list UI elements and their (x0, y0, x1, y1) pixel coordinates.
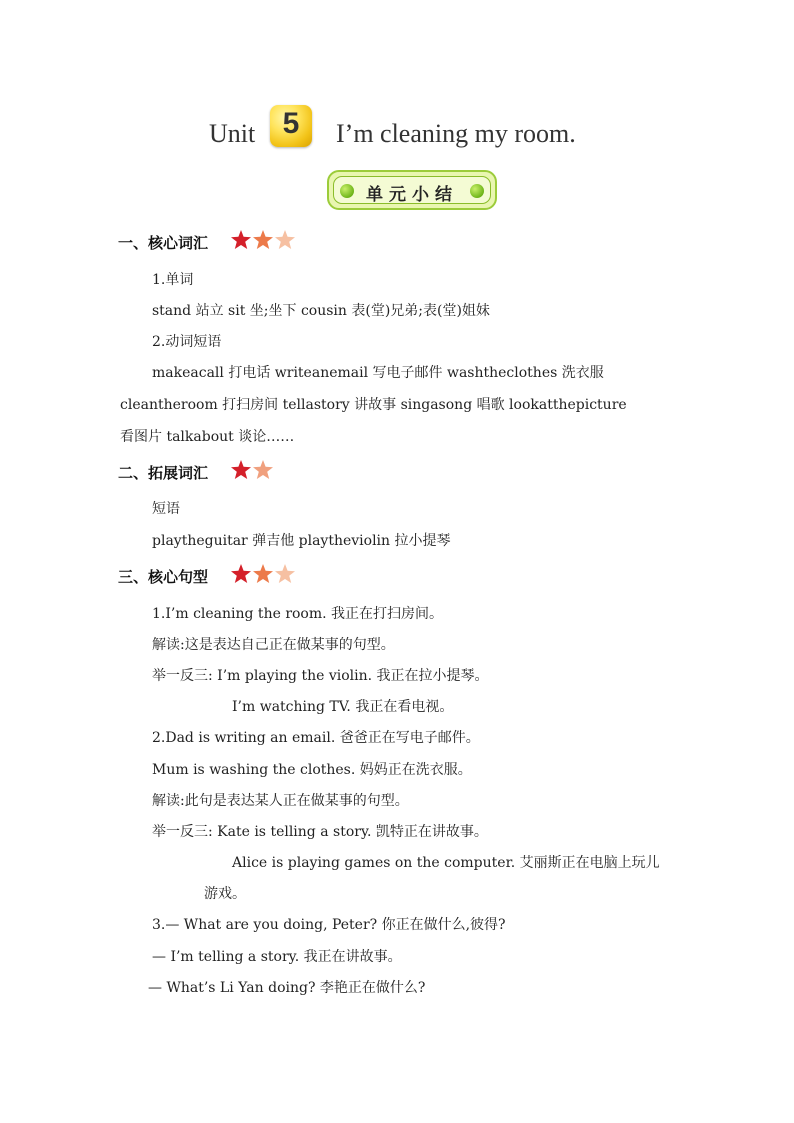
unit-summary-badge (327, 170, 497, 210)
difficulty-stars (230, 563, 296, 589)
unit-number-badge (270, 105, 312, 147)
text-line: 举一反三: I’m playing the violin. 我正在拉小提琴。 (152, 668, 489, 684)
unit-label: Unit (209, 119, 256, 148)
star-half-icon (253, 460, 273, 479)
section-heading-extended-vocab: 二、拓展词汇 (118, 464, 209, 482)
text-line: 3.— What are you doing, Peter? 你正在做什么,彼得? (152, 917, 506, 933)
text-line: 短语 (152, 501, 180, 517)
text-line: 举一反三: Kate is telling a story. 凯特正在讲故事。 (152, 824, 488, 840)
star-half-icon (275, 564, 295, 583)
text-line: playtheguitar 弹吉他 playtheviolin 拉小提琴 (152, 533, 451, 549)
text-line: 解读:这是表达自己正在做某事的句型。 (152, 637, 395, 653)
text-line: makeacall 打电话 writeanemail 写电子邮件 washtheclothes 洗衣服 (152, 365, 604, 381)
text-line: 2.Dad is writing an email. 爸爸正在写电子邮件。 (152, 730, 480, 746)
difficulty-stars (230, 459, 274, 485)
page-header (0, 103, 794, 163)
star-icon (253, 564, 273, 583)
text-line: 看图片 talkabout 谈论…… (120, 429, 295, 445)
text-line: stand 站立 sit 坐;坐下 cousin 表(堂)兄弟;表(堂)姐妹 (152, 303, 490, 319)
text-line: 解读:此句是表达某人正在做某事的句型。 (152, 793, 409, 809)
text-line: 游戏。 (204, 886, 246, 902)
unit-summary-frame (333, 176, 491, 204)
text-line: Alice is playing games on the computer. 艾丽斯正在电脑上玩儿 (232, 855, 660, 871)
unit-number: 5 (282, 107, 300, 140)
star-half-icon (275, 230, 295, 249)
star-icon (253, 230, 273, 249)
star-icon (231, 460, 251, 479)
section-heading-core-sentences: 三、核心句型 (118, 568, 209, 586)
green-dot-icon (470, 184, 484, 198)
text-line: I’m watching TV. 我正在看电视。 (232, 699, 454, 715)
page-title: I’m cleaning my room. (336, 119, 576, 148)
star-icon (231, 230, 251, 249)
section-heading-core-vocab: 一、核心词汇 (118, 234, 209, 252)
star-icon (231, 564, 251, 583)
green-dot-icon (340, 184, 354, 198)
unit-summary-label: 单元小结 (366, 185, 458, 205)
text-line: cleantheroom 打扫房间 tellastory 讲故事 singasong 唱歌 lookatthepicture (120, 397, 627, 413)
text-line: 1.单词 (152, 272, 194, 288)
difficulty-stars (230, 229, 296, 255)
text-line: — What’s Li Yan doing? 李艳正在做什么? (148, 980, 426, 996)
text-line: 2.动词短语 (152, 334, 222, 350)
text-line: 1.I’m cleaning the room. 我正在打扫房间。 (152, 606, 444, 622)
text-line: — I’m telling a story. 我正在讲故事。 (152, 949, 402, 965)
text-line: Mum is washing the clothes. 妈妈正在洗衣服。 (152, 762, 472, 778)
